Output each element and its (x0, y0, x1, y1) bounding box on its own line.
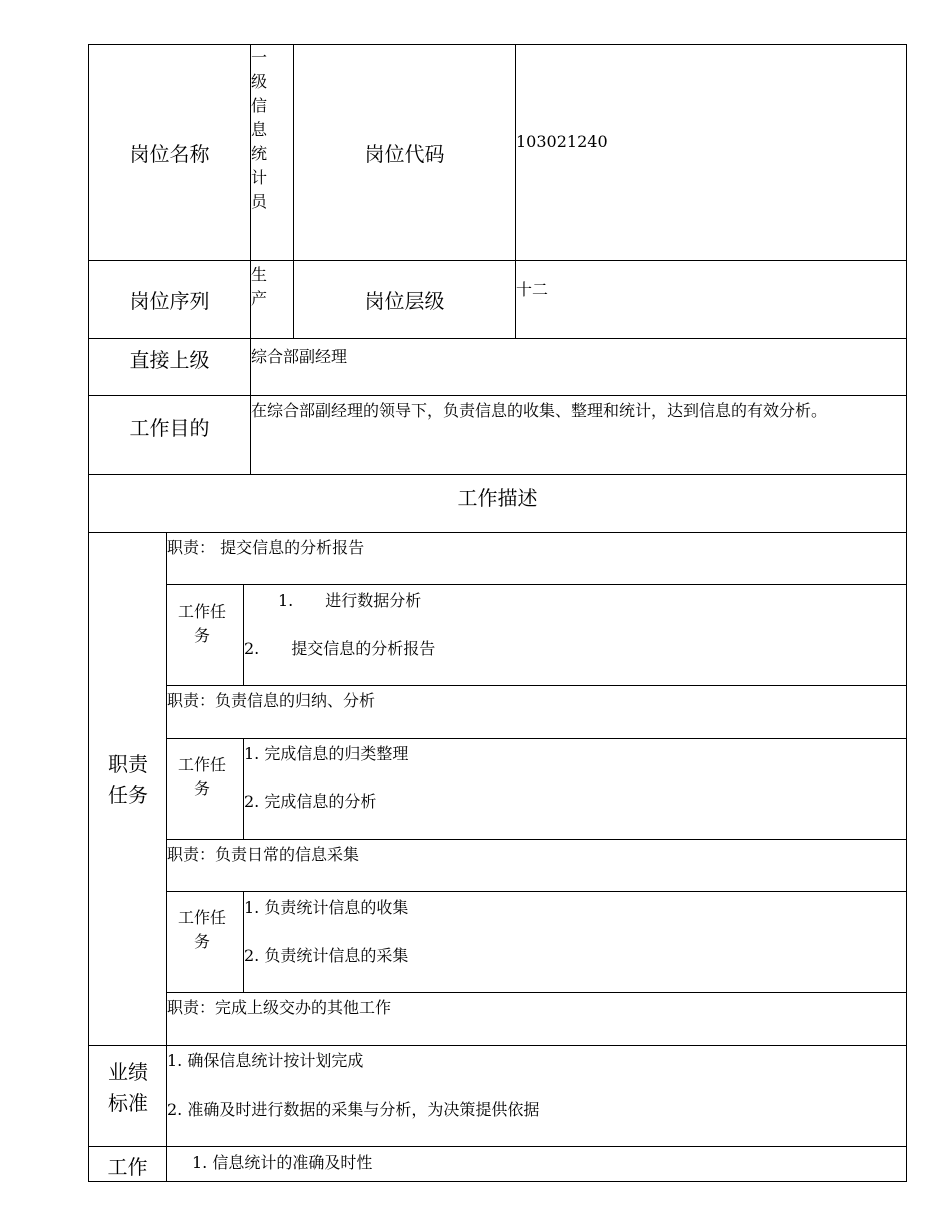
task-2-1: 1. 完成信息的归类整理 (244, 744, 409, 763)
performance-item-1: 1. 确保信息统计按计划完成 (167, 1051, 364, 1070)
post-series-value: 生产 (251, 265, 268, 308)
task-2-2: 2. 完成信息的分析 (244, 792, 377, 811)
task-3-1: 1. 负责统计信息的收集 (244, 898, 409, 917)
post-name-value: 一级信息统计员 (251, 48, 268, 211)
task-label-2: 工作任务 (177, 755, 226, 798)
row-divider (88, 532, 907, 533)
row-divider (88, 474, 907, 475)
duty-1: 职责： 提交信息的分析报告 (167, 538, 365, 557)
performance-item-2: 2. 准确及时进行数据的采集与分析，为决策提供依据 (167, 1100, 540, 1119)
purpose-label: 工作目的 (129, 415, 210, 440)
purpose-value: 在综合部副经理的领导下，负责信息的收集、整理和统计，达到信息的有效分析。 (251, 401, 828, 420)
row-divider (166, 584, 907, 585)
task-label-1: 工作任务 (177, 602, 226, 645)
performance-label: 业绩标准 (108, 1060, 148, 1115)
row-divider (166, 738, 907, 739)
post-name-label: 岗位名称 (129, 142, 210, 166)
table-border-bottom (88, 1181, 907, 1182)
row-divider (166, 685, 907, 686)
post-code-value: 103021240 (516, 132, 608, 151)
work-label: 工作 (107, 1154, 148, 1179)
description-title: 工作描述 (457, 485, 538, 510)
row-divider (88, 1045, 907, 1046)
duty-3: 职责：负责日常的信息采集 (167, 845, 360, 864)
duty-2: 职责：负责信息的归纳、分析 (167, 691, 376, 710)
work-item-1: 1. 信息统计的准确及时性 (192, 1153, 373, 1172)
table-border-right (906, 44, 907, 1182)
superior-label: 直接上级 (129, 347, 210, 372)
post-level-label: 岗位层级 (364, 289, 445, 313)
row-divider (166, 891, 907, 892)
duty-4: 职责：完成上级交办的其他工作 (167, 998, 392, 1017)
task-1-1: 1. 进行数据分析 (278, 591, 422, 610)
task-1-2: 2. 提交信息的分析报告 (244, 639, 436, 658)
col-divider (243, 584, 244, 686)
row-divider (166, 839, 907, 840)
post-code-label: 岗位代码 (364, 142, 445, 166)
superior-value: 综合部副经理 (251, 347, 348, 366)
task-3-2: 2. 负责统计信息的采集 (244, 946, 409, 965)
post-level-value: 十二 (516, 280, 549, 299)
task-label-3: 工作任务 (177, 908, 226, 951)
post-series-label: 岗位序列 (129, 289, 210, 313)
section-label: 职责任务 (108, 752, 148, 807)
row-divider (166, 992, 907, 993)
row-divider (88, 1146, 907, 1147)
